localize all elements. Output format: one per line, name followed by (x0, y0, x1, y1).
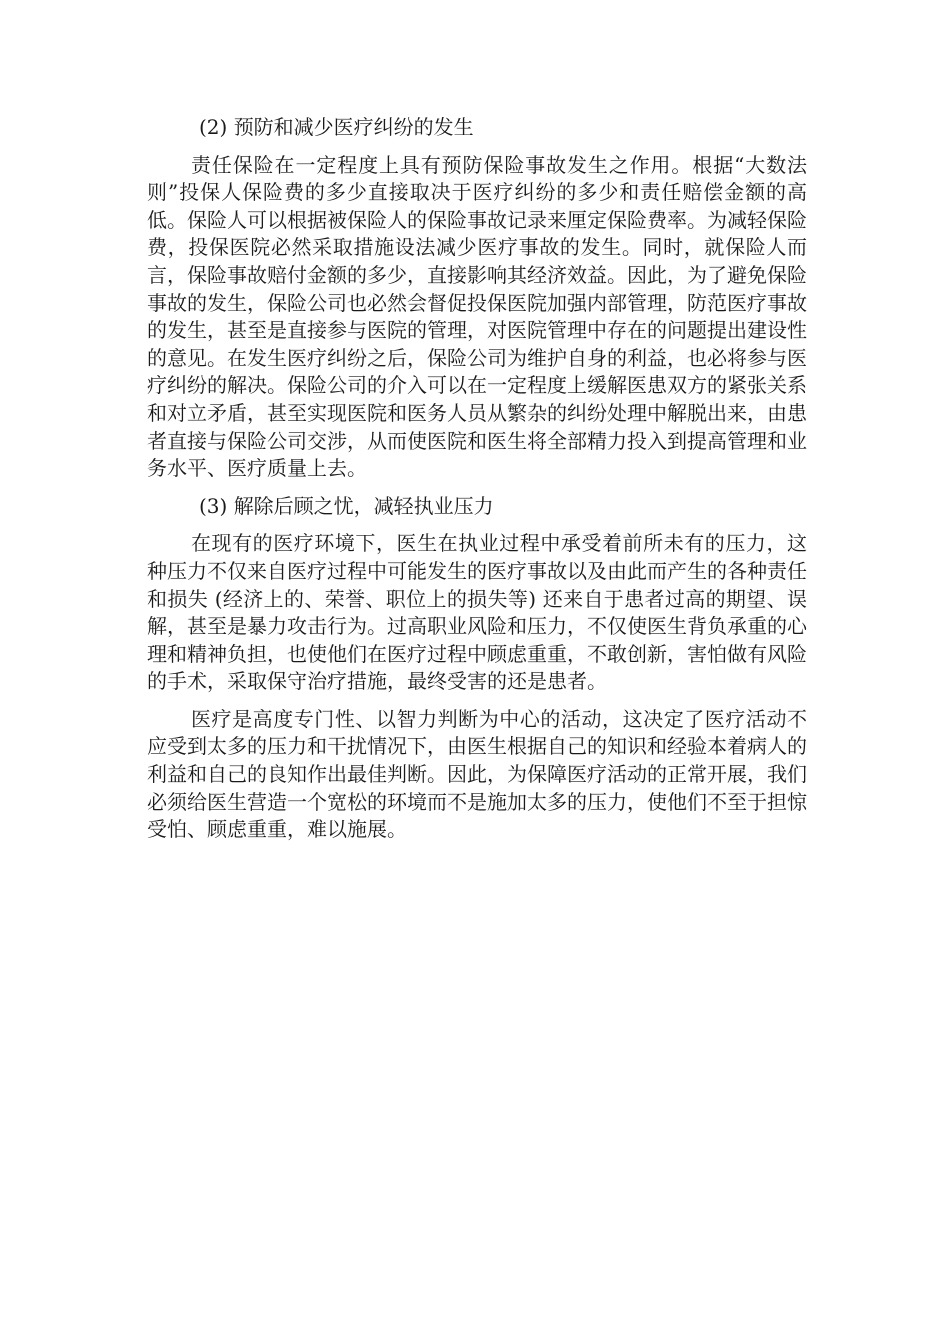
paragraph-doctor-pressure: 在现有的医疗环境下，医生在执业过程中承受着前所未有的压力，这种压力不仅来自医疗过程中可能发生的医疗事故以及由此而产生的各种责任和损失 (经济上的、荣誉、职位上的损失等) 还来自于患者过高的期望、误解，甚至是暴力攻击行为。过高职业风险和压力，不仅使医生背负承重的心理和精神负担，也使他们在医疗过程中顾虑重重，不敢创新，害怕做有风险的手术，采取保守治疗措施，最终受害的还是患者。 (147, 531, 807, 694)
document-body (147, 114, 807, 844)
paragraph-insurance-prevention: 责任保险在一定程度上具有预防保险事故发生之作用。根据“大数法则”投保人保险费的多少直接取决于医疗纠纷的多少和责任赔偿金额的高低。保险人可以根据被保险人的保险事故记录来厘定保险费率。为减轻保险费，投保医院必然采取措施设法减少医疗事故的发生。同时，就保险人而言，保险事故赔付金额的多少，直接影响其经济效益。因此，为了避免保险事故的发生，保险公司也必然会督促投保医院加强内部管理，防范医疗事故的发生，甚至是直接参与医院的管理，对医院管理中存在的问题提出建设性的意见。在发生医疗纠纷之后，保险公司为维护自身的利益，也必将参与医疗纠纷的解决。保险公司的介入可以在一定程度上缓解医患双方的紧张关系和对立矛盾，甚至实现医院和医务人员从繁杂的纠纷处理中解脱出来，由患者直接与保险公司交涉，从而使医院和医生将全部精力投入到提高管理和业务水平、医疗质量上去。 (147, 152, 807, 481)
section-heading-3: (3) 解除后顾之忧，减轻执业压力 (199, 493, 494, 518)
section-heading-2: (2) 预防和减少医疗纠纷的发生 (199, 115, 474, 139)
paragraph-medical-judgment: 医疗是高度专门性、以智力判断为中心的活动，这决定了医疗活动不应受到太多的压力和干扰情况下，由医生根据自己的知识和经验本着病人的利益和自己的良知作出最佳判断。因此，为保障医疗活动的正常开展，我们必须给医生营造一个宽松的环境而不是施加太多的压力，使他们不至于担惊受怕、顾虑重重，难以施展。 (147, 706, 807, 842)
